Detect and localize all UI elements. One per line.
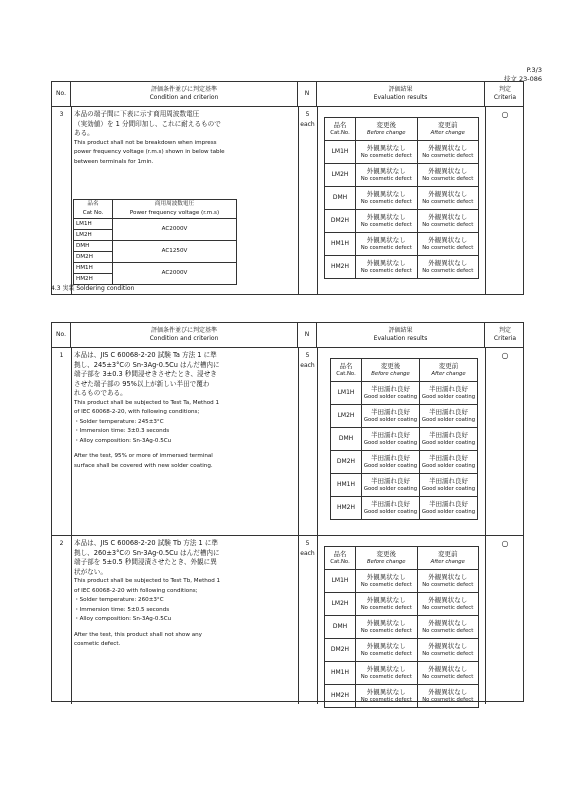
eval-before-en: Good solder coating [363, 486, 418, 492]
eval-row [325, 570, 479, 593]
eval-before-en: No cosmetic defect [360, 651, 412, 657]
eval-before-en: Good solder coating [363, 509, 418, 515]
eval-header-after-en: After change [431, 371, 466, 377]
criteria-pass-mark: ○ [501, 110, 509, 119]
eval-before-ja: 外観異状なし [366, 642, 406, 650]
eval-after [417, 256, 479, 279]
eval-before-en: Good solder coating [363, 394, 418, 400]
vt-header-cat-ja: 品名 [87, 201, 99, 207]
eval-after-en: Good solder coating [421, 440, 476, 446]
eval-before [356, 616, 418, 639]
eval-after-en: No cosmetic defect [422, 628, 474, 634]
eval-cat: HM1H [325, 662, 356, 685]
eval-header-before [362, 359, 420, 382]
cond-en-line: between terminals for 1min. [74, 158, 154, 165]
sample-count [298, 539, 317, 558]
eval-after-en: Good solder coating [421, 463, 476, 469]
eval-after-ja: 外観異状なし [428, 619, 468, 627]
eval-row [325, 233, 479, 256]
header-eval-ja: 評価結果 [388, 327, 413, 334]
eval-after-en: Good solder coating [421, 509, 476, 515]
sample-count-unit: each [300, 361, 315, 369]
eval-before-en: No cosmetic defect [360, 245, 412, 251]
eval-after-ja: 外観異状なし [428, 573, 468, 581]
eval-after [417, 233, 479, 256]
voltage-table [73, 199, 237, 285]
cond-en-line: ・Alloy composition: Sn-3Ag-0.5Cu [74, 616, 172, 622]
vt-cat: LM2H [74, 230, 113, 241]
test-row-1 [52, 348, 523, 536]
cond-en-line: ・Solder temperature: 260±3°C [74, 597, 164, 603]
eval-before [362, 497, 420, 520]
eval-header-after-en: After change [430, 559, 465, 565]
eval-cat: LM1H [325, 570, 356, 593]
eval-row [331, 382, 478, 405]
eval-cat: HM1H [331, 474, 362, 497]
cond-en-line: of IEC 60068-2-20 with following conditions; [74, 587, 198, 594]
cond-en-line: After the test, 95% or more of immersed terminal [74, 453, 213, 459]
cond-ja-line: 端子部を 3±0.3 秒間浸せきさせたとき、浸せき [74, 370, 217, 378]
eval-header-before-ja: 変更後 [376, 121, 396, 129]
vt-cat: DM2H [74, 252, 113, 263]
sample-count-value: 5 [305, 540, 310, 547]
eval-after [417, 662, 479, 685]
eval-after-en: No cosmetic defect [422, 651, 474, 657]
eval-header-cat [331, 359, 362, 382]
eval-header-cat-en: Cat.No. [330, 130, 350, 136]
eval-header-cat [325, 547, 356, 570]
eval-row [325, 616, 479, 639]
eval-before-en: No cosmetic defect [360, 628, 412, 634]
eval-header-after-ja: 変更前 [438, 362, 459, 370]
cond-en-line: power frequency voltage (r.m.s) shown in below table [74, 149, 225, 155]
eval-after-en: No cosmetic defect [422, 697, 474, 703]
evaluation-table [324, 117, 479, 279]
vt-header-volt-en: Power frequency voltage (r.m.s) [129, 210, 220, 216]
test-table-soldering [51, 322, 524, 702]
eval-before [356, 210, 418, 233]
eval-before-ja: 外観異状なし [366, 236, 406, 244]
eval-row [331, 428, 478, 451]
eval-after-en: Good solder coating [421, 417, 476, 423]
eval-after-ja: 外観異状なし [428, 642, 468, 650]
eval-before [356, 187, 418, 210]
test-row-3 [52, 107, 523, 295]
eval-after [420, 428, 478, 451]
cond-ja-line: 本品は、JIS C 60068-2-20 試験 Ta 方法 1 に準 [74, 351, 217, 359]
eval-before-en: No cosmetic defect [360, 222, 412, 228]
eval-after-ja: 半田濡れ良好 [429, 431, 468, 439]
eval-header-before-en: Before change [366, 130, 406, 136]
test-number: 2 [59, 540, 64, 547]
cond-en-line: After the test, this product shall not show any [74, 631, 202, 638]
eval-cat: LM2H [325, 164, 356, 187]
eval-after [420, 382, 478, 405]
condition-text [74, 351, 294, 471]
cond-ja-line: （実効値）を 1 分間印加し、これに耐えるもので [74, 119, 221, 128]
eval-after [417, 141, 479, 164]
header-condition-en: Condition and criterion [149, 94, 219, 101]
cond-ja-line: 本品の端子間に下表に示す商用周波数電圧 [74, 110, 200, 118]
evaluation-table [330, 358, 478, 520]
eval-before-ja: 外観異状なし [366, 167, 406, 175]
header-criteria-en: Criteria [493, 94, 517, 101]
eval-after-en: No cosmetic defect [422, 153, 474, 159]
eval-header-before-en: Before change [366, 559, 406, 565]
sample-count-value: 5 [305, 352, 310, 359]
eval-cat: LM2H [325, 593, 356, 616]
eval-cat: LM1H [331, 382, 362, 405]
header-eval-en: Evaluation results [373, 335, 428, 342]
eval-after-ja: 半田濡れ良好 [429, 408, 468, 416]
eval-after-ja: 外観異状なし [428, 688, 468, 696]
header-condition-en: Condition and criterion [149, 335, 219, 342]
eval-header-after-ja: 変更前 [438, 550, 458, 558]
eval-cat: DMH [331, 428, 362, 451]
vt-cat: HM1H [74, 263, 113, 274]
eval-cat: DM2H [331, 451, 362, 474]
eval-before-ja: 半田濡れ良好 [371, 454, 410, 462]
test-table-dielectric [51, 81, 524, 295]
eval-before-ja: 外観異状なし [366, 213, 406, 221]
eval-after-ja: 半田濡れ良好 [429, 500, 468, 508]
eval-after [420, 497, 478, 520]
header-n: N [298, 323, 317, 347]
eval-row [325, 210, 479, 233]
cond-ja-line: させた端子部の 95%以上が新しい半田で覆わ [74, 379, 210, 388]
eval-row [331, 451, 478, 474]
eval-after-en: No cosmetic defect [422, 199, 474, 205]
header-criteria-ja: 判定 [498, 86, 511, 93]
eval-header-after [417, 547, 479, 570]
eval-after [417, 210, 479, 233]
cond-ja-line: 端子部を 5±0.5 秒間浸漬させたとき、外観に異 [74, 558, 217, 566]
cond-ja-line: 拠し、260±3°Cの Sn-3Ag-0.5Cu はんだ槽内に [74, 548, 220, 557]
cond-en-line: ・Solder temperature: 245±3°C [74, 418, 164, 425]
eval-before [362, 405, 420, 428]
eval-after-ja: 外観異状なし [428, 213, 468, 221]
eval-header-cat-ja: 品名 [333, 550, 347, 558]
vt-header-volt [113, 200, 237, 219]
header-criteria-ja: 判定 [498, 327, 511, 334]
eval-header-cat-ja: 品名 [333, 121, 347, 129]
table-header [52, 82, 523, 107]
eval-before [362, 474, 420, 497]
header-eval-en: Evaluation results [373, 94, 428, 101]
cond-en-line: surface shall be covered with new solder coating. [74, 462, 213, 469]
criteria-pass-mark: ○ [501, 539, 509, 548]
header-no: No. [52, 82, 71, 106]
evaluation-table [324, 546, 479, 708]
eval-after-ja: 外観異状なし [428, 144, 468, 152]
eval-before-en: No cosmetic defect [360, 582, 412, 588]
eval-cat: DM2H [325, 210, 356, 233]
document-number: 技文 23-086 [503, 75, 542, 83]
eval-before-en: No cosmetic defect [360, 199, 412, 205]
eval-header-cat-en: Cat.No. [336, 371, 356, 377]
eval-cat: DM2H [325, 639, 356, 662]
section-title: 4.3 実装 Soldering condition [51, 285, 135, 292]
header-criteria [485, 82, 525, 106]
eval-before-ja: 外観異状なし [366, 596, 406, 604]
eval-before-en: Good solder coating [363, 463, 418, 469]
eval-after-ja: 外観異状なし [428, 259, 468, 267]
eval-header-after [417, 118, 479, 141]
eval-before-ja: 外観異状なし [366, 259, 406, 267]
vt-cat: DMH [74, 241, 113, 252]
vt-cat: LM1H [74, 219, 113, 230]
cond-ja-line: ある。 [74, 129, 94, 137]
eval-before-en: No cosmetic defect [360, 153, 412, 159]
eval-cat: DMH [325, 616, 356, 639]
cond-en-line: ・Alloy composition: Sn-3Ag-0.5Cu [74, 437, 172, 444]
eval-before [356, 662, 418, 685]
eval-row [325, 256, 479, 279]
eval-after-en: Good solder coating [421, 486, 476, 492]
eval-after [420, 474, 478, 497]
cond-en-line: cosmetic defect. [74, 641, 121, 647]
test-number: 3 [59, 111, 64, 118]
eval-after-en: No cosmetic defect [422, 582, 474, 588]
eval-header-before [356, 118, 418, 141]
eval-before-ja: 半田濡れ良好 [371, 385, 410, 393]
header-condition-ja: 評価条件並びに判定基準 [150, 86, 217, 93]
eval-header-after-ja: 変更前 [438, 121, 458, 129]
eval-after-en: No cosmetic defect [422, 268, 474, 274]
eval-header-before-en: Before change [371, 371, 410, 377]
eval-header-after-en: After change [430, 130, 465, 136]
eval-header-cat-ja: 品名 [339, 362, 353, 370]
eval-before-ja: 外観異状なし [366, 688, 406, 696]
cond-ja-line: れるものである。 [74, 389, 127, 397]
eval-after-en: No cosmetic defect [422, 674, 474, 680]
cond-en-line: This product shall not be breakdown when impress [74, 139, 217, 146]
header-criteria [485, 323, 525, 347]
sample-count-unit: each [300, 120, 315, 128]
eval-row [331, 474, 478, 497]
header-condition-ja: 評価条件並びに判定基準 [150, 327, 217, 334]
eval-before-en: No cosmetic defect [360, 605, 412, 611]
eval-before [356, 685, 418, 708]
eval-before-ja: 半田濡れ良好 [371, 500, 410, 508]
eval-cat: DMH [325, 187, 356, 210]
eval-before [362, 451, 420, 474]
test-row-2 [52, 536, 523, 704]
eval-after-en: No cosmetic defect [422, 176, 474, 182]
eval-row [325, 593, 479, 616]
cond-en-line: ・Immersion time: 5±0.5 seconds [74, 606, 170, 613]
eval-row [325, 141, 479, 164]
eval-after [417, 616, 479, 639]
eval-after [417, 639, 479, 662]
eval-before-ja: 外観異状なし [366, 190, 406, 198]
eval-before-en: No cosmetic defect [360, 674, 412, 680]
eval-before-en: No cosmetic defect [360, 697, 412, 703]
eval-before [356, 141, 418, 164]
eval-cat: LM2H [331, 405, 362, 428]
eval-before-ja: 半田濡れ良好 [371, 477, 410, 485]
eval-after-en: No cosmetic defect [422, 605, 474, 611]
eval-after [420, 405, 478, 428]
page-no: P.3/3 [526, 66, 542, 74]
eval-after-ja: 半田濡れ良好 [429, 477, 468, 485]
eval-row [325, 662, 479, 685]
eval-before-en: No cosmetic defect [360, 268, 412, 274]
eval-after-en: No cosmetic defect [422, 245, 474, 251]
cond-en-line: This product shall be subjected to Test Ta, Method 1 [74, 399, 220, 406]
eval-row [325, 685, 479, 708]
header-eval [317, 323, 485, 347]
eval-after [417, 187, 479, 210]
eval-before-en: Good solder coating [363, 440, 418, 446]
eval-before [356, 593, 418, 616]
vt-header-cat [74, 200, 113, 219]
vt-voltage: AC2000V [113, 219, 237, 241]
eval-before [356, 639, 418, 662]
sample-count-value: 5 [305, 111, 310, 118]
eval-row [331, 405, 478, 428]
eval-header-before [356, 547, 418, 570]
eval-after [417, 593, 479, 616]
eval-header-cat-en: Cat.No. [330, 559, 350, 565]
eval-after-ja: 外観異状なし [428, 596, 468, 604]
cond-ja-line: 本品は、JIS C 60068-2-20 試験 Tb 方法 1 に準 [74, 539, 219, 547]
eval-header-after [420, 359, 478, 382]
cond-ja-line: 拠し、245±3°Cの Sn-3Ag-0.5Cu はんだ槽内に [74, 360, 220, 369]
vt-cat: HM2H [74, 274, 113, 285]
cond-en-line: This product shall be subjected to Test Tb, Method 1 [74, 578, 221, 584]
eval-before-ja: 半田濡れ良好 [371, 408, 410, 416]
eval-cat: HM1H [325, 233, 356, 256]
eval-before-ja: 外観異状なし [366, 573, 406, 581]
eval-after-ja: 外観異状なし [428, 167, 468, 175]
eval-after-en: Good solder coating [421, 394, 476, 400]
eval-cat: HM2H [331, 497, 362, 520]
condition-text [74, 110, 294, 167]
condition-text [74, 539, 294, 650]
eval-after [420, 451, 478, 474]
eval-before [356, 570, 418, 593]
vt-header-volt-ja: 商用周波数電圧 [154, 201, 195, 207]
eval-cat: LM1H [325, 141, 356, 164]
eval-before [362, 428, 420, 451]
eval-row [325, 164, 479, 187]
eval-before-ja: 外観異状なし [366, 144, 406, 152]
eval-before [356, 233, 418, 256]
eval-cat: HM2H [325, 256, 356, 279]
eval-header-before-ja: 変更後 [380, 362, 401, 370]
eval-header-cat [325, 118, 356, 141]
eval-after-ja: 半田濡れ良好 [429, 385, 468, 393]
eval-before [356, 164, 418, 187]
sample-count [298, 351, 317, 370]
eval-after [417, 570, 479, 593]
eval-after-ja: 外観異状なし [428, 190, 468, 198]
eval-after-ja: 半田濡れ良好 [429, 454, 468, 462]
sample-count [298, 110, 317, 129]
eval-after [417, 685, 479, 708]
eval-row [325, 187, 479, 210]
eval-before-ja: 外観異状なし [366, 665, 406, 673]
header-eval-ja: 評価結果 [388, 86, 413, 93]
eval-header-before-ja: 変更後 [376, 550, 396, 558]
cond-en-line: ・Immersion time: 3±0.3 seconds [74, 428, 170, 434]
vt-voltage: AC1250V [113, 241, 237, 263]
vt-header-cat-en: Cat No. [82, 210, 104, 216]
vt-voltage: AC2000V [113, 263, 237, 285]
eval-after-ja: 外観異状なし [428, 236, 468, 244]
eval-after-en: No cosmetic defect [422, 222, 474, 228]
header-criteria-en: Criteria [493, 335, 517, 342]
eval-after [417, 164, 479, 187]
eval-before [362, 382, 420, 405]
header-condition [71, 323, 298, 347]
cond-ja-line: 状がない。 [74, 567, 107, 576]
eval-before [356, 256, 418, 279]
header-no: No. [52, 323, 71, 347]
header-n: N [298, 82, 317, 106]
criteria-pass-mark: ○ [501, 351, 509, 360]
eval-before-en: No cosmetic defect [360, 176, 412, 182]
eval-cat: HM2H [325, 685, 356, 708]
eval-after-ja: 外観異状なし [428, 665, 468, 673]
table-header [52, 323, 523, 348]
header-condition [71, 82, 298, 106]
cond-en-line: of IEC 60068-2-20, with following conditions; [74, 409, 200, 415]
eval-row [331, 497, 478, 520]
sample-count-unit: each [300, 549, 315, 557]
test-number: 1 [59, 352, 64, 359]
header-eval [317, 82, 485, 106]
eval-before-en: Good solder coating [363, 417, 418, 423]
eval-before-ja: 半田濡れ良好 [371, 431, 410, 439]
eval-before-ja: 外観異状なし [366, 619, 406, 627]
eval-row [325, 639, 479, 662]
